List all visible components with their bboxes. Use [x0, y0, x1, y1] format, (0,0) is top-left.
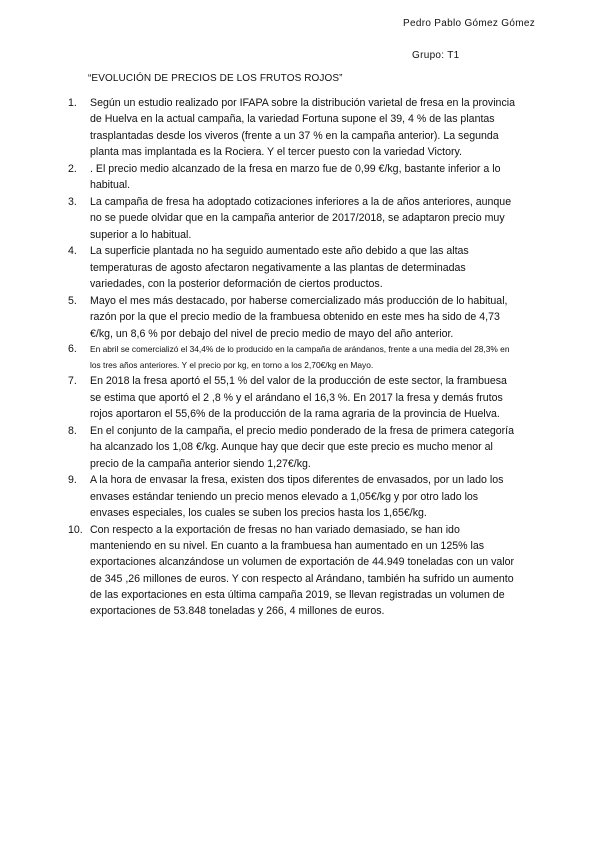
list-item: [64, 194, 520, 243]
list-item-text: Según un estudio realizado por IFAPA sobre la distribución varietal de fresa en la provincia de Huelva en la actual campaña, la variedad Fortuna supone el 39, 4 % de las plantas trasplantadas desde los viveros (frente a un 37 % en la campaña anterior). La segunda planta mas implantada es la Rociera. Y el tercer puesto con la variedad Victory.: [90, 97, 515, 158]
group-label: Grupo: T1: [412, 50, 460, 61]
list-item: [64, 342, 520, 372]
list-item-text: Con respecto a la exportación de fresas no han variado demasiado, se han ido manteniendo en su nivel. En cuanto a la frambuesa han aumentado en un 125% las exportaciones alcanzándose un volumen de exportación de 44.949 toneladas con un valor de 345 ,26 millones de euros. Y con respecto al Arándano, también ha sufrido un aumento de las exportaciones en esta última campaña 2019, se llevan registradas un volumen de exportaciones de 53.848 toneladas y 266, 4 millones de euros.: [90, 523, 515, 618]
list-item-number: 9.: [68, 474, 77, 487]
list-item-number: 5.: [68, 294, 77, 307]
list-item: [64, 522, 520, 620]
list-item-number: 10.: [68, 523, 83, 536]
list-item: [64, 423, 520, 472]
list-item: [64, 161, 520, 194]
list-item-number: 8.: [68, 424, 77, 437]
list-item: [64, 293, 520, 342]
list-item-number: 6.: [68, 343, 77, 356]
list-item-text: En abril se comercializó el 34,4% de lo producido en la campaña de arándanos, frente a una media del 28,3% en los tres años anteriores. Y el precio por kg, en torno a los 2,70€/kg en Mayo.: [90, 344, 510, 370]
list-item: [64, 472, 520, 521]
list-item-number: 7.: [68, 375, 77, 388]
document-title: “EVOLUCIÓN DE PRECIOS DE LOS FRUTOS ROJOS”: [88, 73, 343, 84]
list-item: [64, 243, 520, 292]
list-item-text: En el conjunto de la campaña, el precio medio ponderado de la fresa de primera categoría ha alcanzado los 1,08 €/kg. Aunque hay que decir que este precio es mucho menor al precio de la campaña anterior siendo 1,27€/kg.: [90, 424, 515, 470]
list-item-number: 1.: [68, 97, 77, 109]
list-item-number: 2.: [68, 162, 77, 175]
list-item-number: 4.: [68, 245, 77, 258]
list-item-number: 3.: [68, 195, 77, 208]
list-item: [64, 95, 520, 160]
numbered-list: [64, 95, 520, 620]
list-item-text: La campaña de fresa ha adoptado cotizaciones inferiores a la de años anteriores, aunque no se puede olvidar que en la campaña anterior de 2017/2018, se adaptaron precio muy superior a lo habitual.: [90, 195, 512, 241]
list-item-text: La superficie plantada no ha seguido aumentado este año debido a que las altas temperaturas de agosto afectaron negativamente a las plantas de determinadas variedades, con la posterior deformación de ciertos productos.: [90, 245, 469, 291]
list-item-text: Mayo el mes más destacado, por haberse comercializado más producción de lo habitual, razón por la que el precio medio de la frambuesa obtenido en este mes ha sido de 4,73 €/kg, un 8,6 % por debajo del nivel de precio medio de mayo del año anterior.: [90, 294, 508, 340]
list-item: [64, 373, 520, 422]
list-item-text: A la hora de envasar la fresa, existen dos tipos diferentes de envasados, por un lado los envases estándar teniendo un precio menos elevado a 1,05€/kg y por otro lado los envases especiales, los cuales se suben los precios hasta los 1,65€/kg.: [90, 474, 504, 519]
list-item-text: En 2018 la fresa aportó el 55,1 % del valor de la producción de este sector, la frambuesa se estima que aportó el 2 ,8 % y el arándano el 16,3 %. En 2017 la fresa y demás frutos rojos aportaron el 55,6% de la producción de la rama agraria de la provincia de Huelva.: [90, 375, 507, 421]
list-item-text: . El precio medio alcanzado de la fresa en marzo fue de 0,99 €/kg, bastante inferior a lo habitual.: [90, 162, 501, 192]
author-name: Pedro Pablo Gómez Gómez: [403, 18, 535, 29]
